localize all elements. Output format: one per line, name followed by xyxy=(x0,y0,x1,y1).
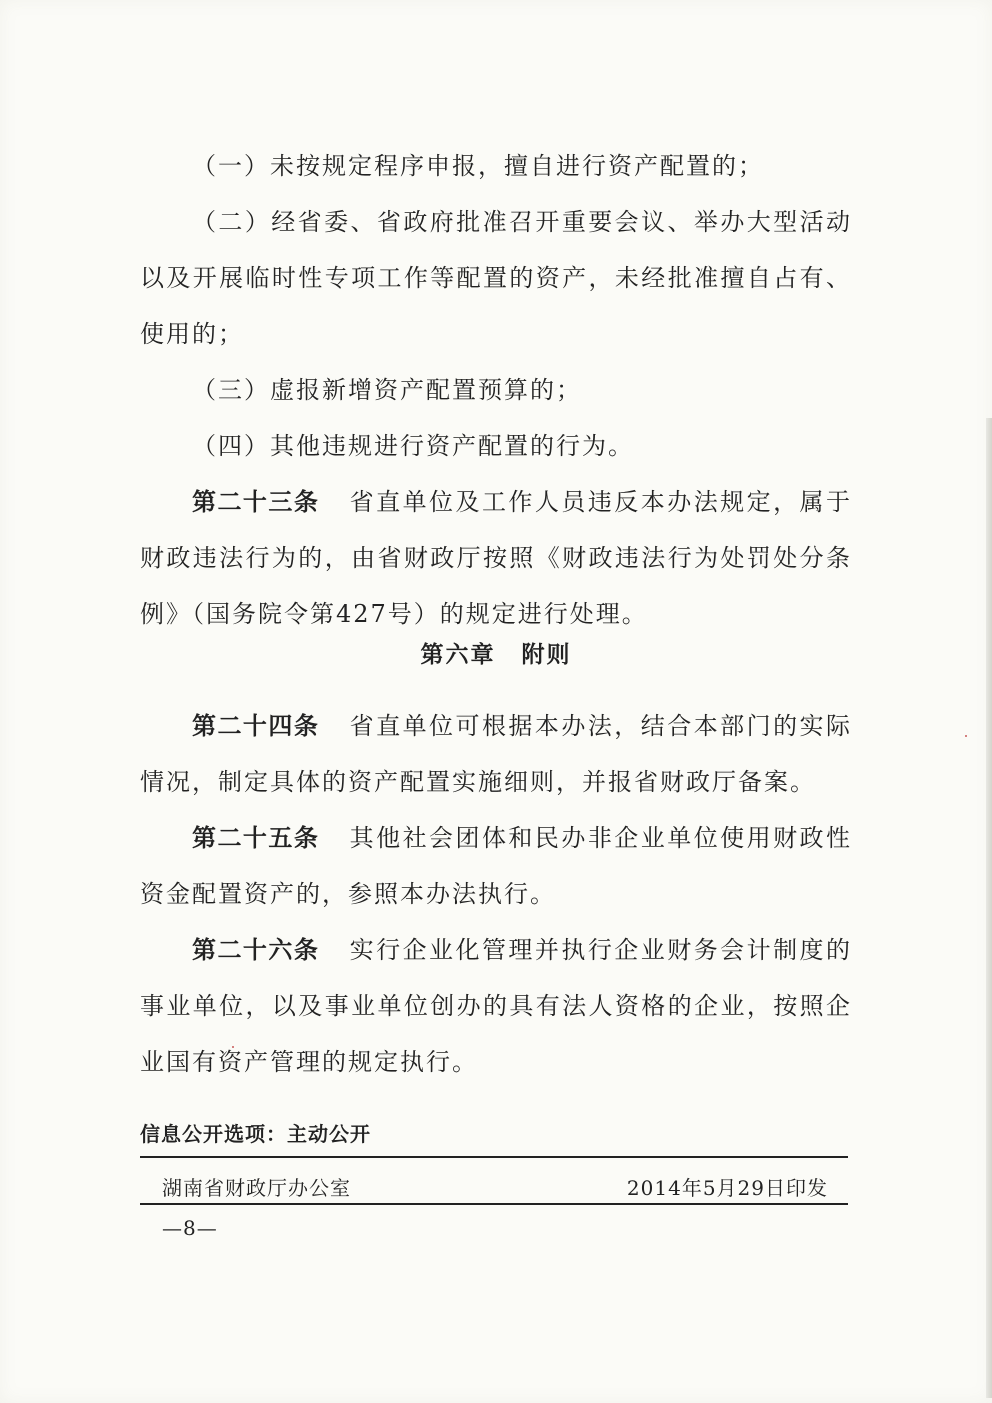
item-3: （三）虚报新增资产配置预算的； xyxy=(192,376,582,404)
chapter-heading xyxy=(140,636,852,669)
issue-date: 2014年5月29日印发 xyxy=(626,1176,828,1200)
article-23-label: 第二十三条 xyxy=(192,488,320,516)
article-23-text: 省直单位及工作人员违反本办法规定，属于财政违法行为的，由省财政厅按照《财政违法行为处罚处分条例》（国务院令第427号）的规定进行处理。 xyxy=(140,488,853,628)
footer-rule-top xyxy=(140,1156,848,1158)
document-body xyxy=(140,138,853,1076)
article-24-text: 省直单位可根据本办法，结合本部门的实际情况，制定具体的资产配置实施细则，并报省财政厅备案。 xyxy=(140,712,853,796)
scan-speck xyxy=(965,735,967,737)
article-26 xyxy=(140,922,852,1090)
issuer-name: 湖南省财政厅办公室 xyxy=(162,1176,351,1200)
item-4: （四）其他违规进行资产配置的行为。 xyxy=(192,432,634,460)
article-25 xyxy=(140,810,852,922)
page-number: —8— xyxy=(162,1216,218,1240)
chapter-number: 第六章 xyxy=(420,642,496,668)
scan-edge xyxy=(986,418,992,1398)
article-24 xyxy=(140,698,852,810)
article-26-text: 实行企业化管理并执行企业财务会计制度的事业单位，以及事业单位创办的具有法人资格的企业，按照企业国有资产管理的规定执行。 xyxy=(140,936,853,1076)
article-26-label: 第二十六条 xyxy=(192,936,320,964)
article-23 xyxy=(140,474,852,642)
article-25-text: 其他社会团体和民办非企业单位使用财政性资金配置资产的，参照本办法执行。 xyxy=(140,824,853,908)
article-25-label: 第二十五条 xyxy=(192,824,320,852)
item-1: （一）未按规定程序申报，擅自进行资产配置的； xyxy=(192,152,764,180)
footer-rule-bottom xyxy=(140,1203,848,1205)
disclosure-option: 信息公开选项：主动公开 xyxy=(140,1122,371,1146)
article-24-label: 第二十四条 xyxy=(192,712,320,740)
issuer-row xyxy=(140,1172,848,1202)
scan-speck xyxy=(232,1046,234,1048)
item-2: （二）经省委、省政府批准召开重要会议、举办大型活动以及开展临时性专项工作等配置的资产，未经批准擅自占有、使用的； xyxy=(140,208,852,348)
chapter-title: 附则 xyxy=(521,642,572,668)
